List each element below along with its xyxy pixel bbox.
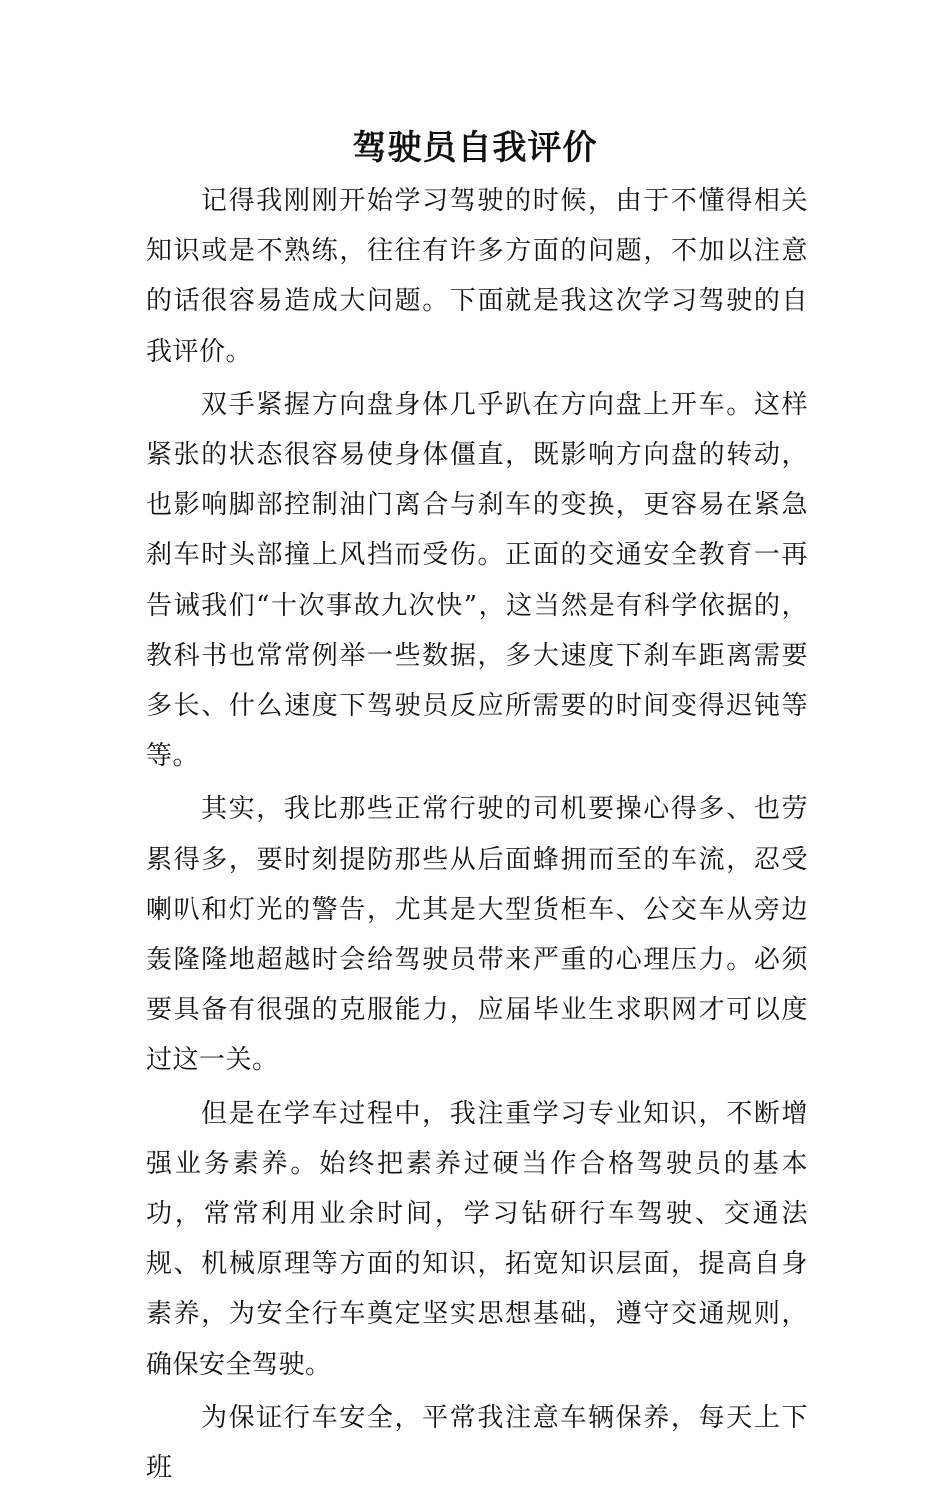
paragraph-3: 其实，我比那些正常行驶的司机要操心得多、也劳累得多，要时刻提防那些从后面蜂拥而至的车流，忍受喇叭和灯光的警告，尤其是大型货柜车、公交车从旁边轰隆隆地超越时会给驾驶员带来严重的心理压力。必须要具备有很强的克服能力，应届毕业生求职网才可以度过这一关。 — [146, 794, 808, 1076]
document-title: 驾驶员自我评价 — [352, 128, 598, 168]
paragraph-4: 但是在学车过程中，我注重学习专业知识，不断增强业务素养。始终把素养过硬当作合格驾驶员的基本功，常常利用业余时间，学习钻研行车驾驶、交通法规、机械原理等方面的知识，拓宽知识层面，提高自身素养，为安全行车奠定坚实思想基础，遵守交通规则，确保安全驾驶。 — [146, 1098, 808, 1380]
document-body — [146, 176, 808, 1496]
paragraph-5: 为保证行车安全，平常我注意车辆保养，每天上下班 — [146, 1402, 808, 1484]
paragraph-2: 双手紧握方向盘身体几乎趴在方向盘上开车。这样紧张的状态很容易使身体僵直，既影响方向盘的转动，也影响脚部控制油门离合与刹车的变换，更容易在紧急刹车时头部撞上风挡而受伤。正面的交通安全教育一再告诫我们“十次事故九次快”，这当然是有科学依据的，教科书也常常例举一些数据，多大速度下刹车距离需要多长、什么速度下驾驶员反应所需要的时间变得迟钝等等。 — [146, 389, 808, 772]
paragraph-1: 记得我刚刚开始学习驾驶的时候，由于不懂得相关知识或是不熟练，往往有许多方面的问题，不加以注意的话很容易造成大问题。下面就是我这次学习驾驶的自我评价。 — [146, 186, 808, 367]
